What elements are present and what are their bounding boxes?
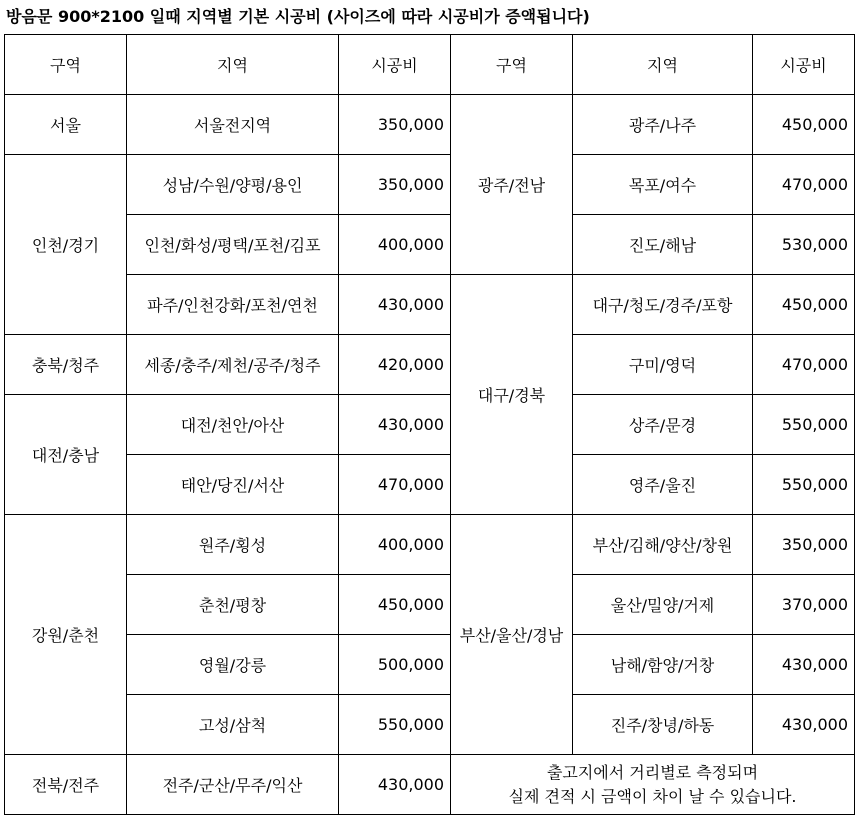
zone-cell: 인천/경기 bbox=[5, 155, 127, 335]
table-row bbox=[5, 695, 855, 755]
area-cell: 대전/천안/아산 bbox=[127, 395, 339, 455]
table-row bbox=[5, 335, 855, 395]
area-cell: 춘천/평창 bbox=[127, 575, 339, 635]
zone-cell: 대구/경북 bbox=[451, 275, 573, 515]
cost-cell: 350,000 bbox=[339, 155, 451, 215]
area-cell: 진도/해남 bbox=[573, 215, 753, 275]
header-area: 지역 bbox=[573, 35, 753, 95]
area-cell: 부산/김해/양산/창원 bbox=[573, 515, 753, 575]
table-row bbox=[5, 755, 855, 815]
area-cell: 성남/수원/양평/용인 bbox=[127, 155, 339, 215]
note-line: 출고지에서 거리별로 측정되며 bbox=[546, 762, 759, 782]
area-cell: 구미/영덕 bbox=[573, 335, 753, 395]
area-cell: 영월/강릉 bbox=[127, 635, 339, 695]
cost-cell: 430,000 bbox=[339, 755, 451, 815]
zone-cell: 강원/춘천 bbox=[5, 515, 127, 755]
cost-cell: 430,000 bbox=[339, 275, 451, 335]
area-cell: 남해/함양/거창 bbox=[573, 635, 753, 695]
price-table bbox=[4, 34, 855, 815]
cost-cell: 470,000 bbox=[339, 455, 451, 515]
page-title: 방음문 900*2100 일때 지역별 기본 시공비 (사이즈에 따라 시공비가 증액됩니다) bbox=[6, 7, 590, 26]
zone-cell: 전북/전주 bbox=[5, 755, 127, 815]
table-row bbox=[5, 215, 855, 275]
table-row bbox=[5, 455, 855, 515]
cost-cell: 550,000 bbox=[339, 695, 451, 755]
header-area: 지역 bbox=[127, 35, 339, 95]
zone-cell: 광주/전남 bbox=[451, 95, 573, 275]
area-cell: 서울전지역 bbox=[127, 95, 339, 155]
area-cell: 인천/화성/평택/포천/김포 bbox=[127, 215, 339, 275]
area-cell: 대구/청도/경주/포항 bbox=[573, 275, 753, 335]
area-cell: 진주/창녕/하동 bbox=[573, 695, 753, 755]
cost-cell: 400,000 bbox=[339, 515, 451, 575]
cost-cell: 470,000 bbox=[753, 335, 855, 395]
cost-cell: 450,000 bbox=[753, 95, 855, 155]
header-zone: 구역 bbox=[5, 35, 127, 95]
area-cell: 목포/여수 bbox=[573, 155, 753, 215]
zone-cell: 대전/충남 bbox=[5, 395, 127, 515]
cost-cell: 350,000 bbox=[339, 95, 451, 155]
header-zone: 구역 bbox=[451, 35, 573, 95]
note-line: 실제 견적 시 금액이 차이 날 수 있습니다. bbox=[508, 786, 797, 806]
area-cell: 고성/삼척 bbox=[127, 695, 339, 755]
cost-cell: 430,000 bbox=[339, 395, 451, 455]
note-cell bbox=[451, 755, 855, 815]
table-row bbox=[5, 395, 855, 455]
cost-cell: 400,000 bbox=[339, 215, 451, 275]
area-cell: 전주/군산/무주/익산 bbox=[127, 755, 339, 815]
area-cell: 광주/나주 bbox=[573, 95, 753, 155]
area-cell: 원주/횡성 bbox=[127, 515, 339, 575]
table-row bbox=[5, 155, 855, 215]
area-cell: 파주/인천강화/포천/연천 bbox=[127, 275, 339, 335]
cost-cell: 430,000 bbox=[753, 635, 855, 695]
table-row bbox=[5, 275, 855, 335]
table-row bbox=[5, 575, 855, 635]
cost-cell: 350,000 bbox=[753, 515, 855, 575]
zone-cell: 부산/울산/경남 bbox=[451, 515, 573, 755]
cost-cell: 370,000 bbox=[753, 575, 855, 635]
cost-cell: 500,000 bbox=[339, 635, 451, 695]
header-cost: 시공비 bbox=[753, 35, 855, 95]
cost-cell: 430,000 bbox=[753, 695, 855, 755]
area-cell: 세종/충주/제천/공주/청주 bbox=[127, 335, 339, 395]
cost-cell: 550,000 bbox=[753, 455, 855, 515]
area-cell: 영주/울진 bbox=[573, 455, 753, 515]
area-cell: 상주/문경 bbox=[573, 395, 753, 455]
zone-cell: 충북/청주 bbox=[5, 335, 127, 395]
cost-cell: 450,000 bbox=[753, 275, 855, 335]
area-cell: 울산/밀양/거제 bbox=[573, 575, 753, 635]
cost-cell: 530,000 bbox=[753, 215, 855, 275]
cost-cell: 420,000 bbox=[339, 335, 451, 395]
table-row bbox=[5, 635, 855, 695]
header-cost: 시공비 bbox=[339, 35, 451, 95]
cost-cell: 450,000 bbox=[339, 575, 451, 635]
zone-cell: 서울 bbox=[5, 95, 127, 155]
header-row bbox=[5, 35, 855, 95]
table-row bbox=[5, 95, 855, 155]
cost-cell: 470,000 bbox=[753, 155, 855, 215]
cost-cell: 550,000 bbox=[753, 395, 855, 455]
area-cell: 태안/당진/서산 bbox=[127, 455, 339, 515]
table-row bbox=[5, 515, 855, 575]
